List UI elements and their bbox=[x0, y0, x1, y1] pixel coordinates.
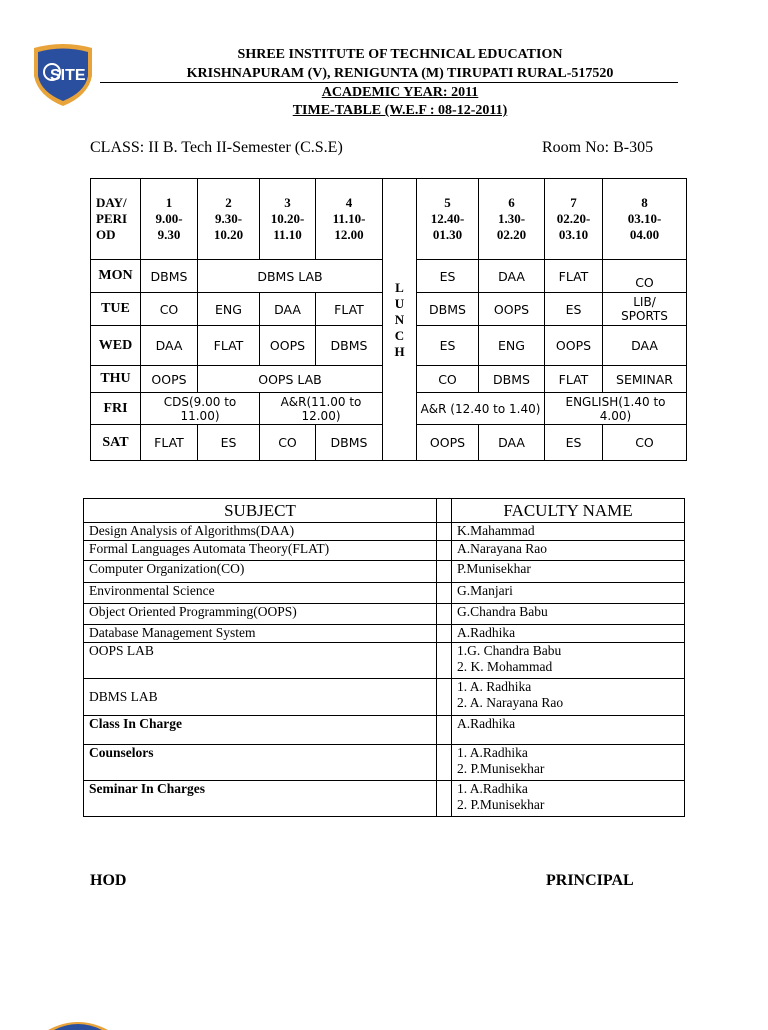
column-gap bbox=[437, 643, 452, 679]
period-cell: SEMINAR bbox=[603, 366, 687, 393]
period-cell: DBMS bbox=[141, 260, 198, 293]
period-cell: ES bbox=[198, 425, 260, 461]
period-cell: DAA bbox=[603, 326, 687, 366]
period-cell: FLAT bbox=[545, 260, 603, 293]
faculty-row bbox=[84, 679, 685, 716]
faculty-header-row bbox=[84, 499, 685, 523]
column-gap bbox=[437, 541, 452, 561]
header-divider bbox=[100, 82, 678, 83]
svg-text:SITE: SITE bbox=[50, 67, 86, 84]
faculty-row bbox=[84, 523, 685, 541]
academic-year: ACADEMIC YEAR: 2011 bbox=[321, 85, 479, 100]
column-gap bbox=[437, 499, 452, 523]
day-cell: THU bbox=[91, 366, 141, 393]
day-cell: FRI bbox=[91, 393, 141, 425]
day-cell: TUE bbox=[91, 293, 141, 326]
faculty-row bbox=[84, 541, 685, 561]
faculty-cell: G.Chandra Babu bbox=[452, 604, 685, 625]
class-label: CLASS: II B. Tech II-Semester (C.S.E) bbox=[90, 139, 343, 156]
period-8-header: 8 03.10- 04.00 bbox=[603, 179, 687, 260]
lab-cell: OOPS LAB bbox=[198, 366, 383, 393]
room-label: Room No: B-305 bbox=[542, 139, 654, 156]
institute-logo bbox=[30, 42, 96, 108]
period-cell: DBMS bbox=[316, 326, 383, 366]
period-cell: DBMS bbox=[316, 425, 383, 461]
period-cell: ES bbox=[545, 293, 603, 326]
faculty-cell: P.Munisekhar bbox=[452, 561, 685, 583]
period-cell: ENG bbox=[198, 293, 260, 326]
column-gap bbox=[437, 679, 452, 716]
faculty-cell: 1. A. Radhika 2. A. Narayana Rao bbox=[452, 679, 685, 716]
faculty-cell: A.Narayana Rao bbox=[452, 541, 685, 561]
column-gap bbox=[437, 781, 452, 817]
period-2-header: 2 9.30- 10.20 bbox=[198, 179, 260, 260]
faculty-row bbox=[84, 745, 685, 781]
faculty-row bbox=[84, 561, 685, 583]
day-period-header: DAY/ PERI OD bbox=[91, 179, 141, 260]
faculty-row bbox=[84, 604, 685, 625]
faculty-cell: 1.G. Chandra Babu 2. K. Mohammad bbox=[452, 643, 685, 679]
period-cell: OOPS bbox=[417, 425, 479, 461]
subject-cell: Database Management System bbox=[84, 625, 437, 643]
subject-cell: Design Analysis of Algorithms(DAA) bbox=[84, 523, 437, 541]
lab-cell: DBMS LAB bbox=[198, 260, 383, 293]
faculty-cell: 1. A.Radhika 2. P.Munisekhar bbox=[452, 781, 685, 817]
period-cell: DAA bbox=[479, 425, 545, 461]
period-5-header: 5 12.40- 01.30 bbox=[417, 179, 479, 260]
period-cell: OOPS bbox=[479, 293, 545, 326]
faculty-row bbox=[84, 583, 685, 604]
subject-cell: Object Oriented Programming(OOPS) bbox=[84, 604, 437, 625]
subject-cell: DBMS LAB bbox=[84, 679, 437, 716]
period-3-header: 3 10.20- 11.10 bbox=[260, 179, 316, 260]
day-cell: MON bbox=[91, 260, 141, 293]
faculty-row bbox=[84, 643, 685, 679]
column-gap bbox=[437, 583, 452, 604]
period-cell: OOPS bbox=[260, 326, 316, 366]
period-cell: LIB/ SPORTS bbox=[603, 293, 687, 326]
period-7-header: 7 02.20- 03.10 bbox=[545, 179, 603, 260]
timetable-title: TIME-TABLE (W.E.F : 08-12-2011) bbox=[292, 103, 508, 118]
faculty-cell: 1. A.Radhika 2. P.Munisekhar bbox=[452, 745, 685, 781]
period-cell: A&R(11.00 to 12.00) bbox=[260, 393, 383, 425]
period-4-header: 4 11.10- 12.00 bbox=[316, 179, 383, 260]
period-1-header: 1 9.00- 9.30 bbox=[141, 179, 198, 260]
period-cell: FLAT bbox=[545, 366, 603, 393]
faculty-table bbox=[83, 498, 685, 817]
period-cell: CO bbox=[603, 425, 687, 461]
period-header-row bbox=[91, 179, 687, 260]
lunch-column: L U N C H bbox=[383, 179, 417, 461]
faculty-row bbox=[84, 716, 685, 745]
period-cell: OOPS bbox=[141, 366, 198, 393]
period-cell: DAA bbox=[141, 326, 198, 366]
period-cell: DBMS bbox=[417, 293, 479, 326]
principal-signature: PRINCIPAL bbox=[546, 872, 634, 889]
faculty-cell: G.Manjari bbox=[452, 583, 685, 604]
period-cell: A&R (12.40 to 1.40) bbox=[417, 393, 545, 425]
period-cell: ENG bbox=[479, 326, 545, 366]
faculty-cell: A.Radhika bbox=[452, 716, 685, 745]
period-cell: ES bbox=[417, 260, 479, 293]
faculty-header: FACULTY NAME bbox=[452, 499, 685, 523]
subject-cell: Formal Languages Automata Theory(FLAT) bbox=[84, 541, 437, 561]
column-gap bbox=[437, 604, 452, 625]
faculty-cell: K.Mahammad bbox=[452, 523, 685, 541]
next-page-logo-edge bbox=[48, 1018, 108, 1030]
column-gap bbox=[437, 745, 452, 781]
faculty-row bbox=[84, 781, 685, 817]
column-gap bbox=[437, 716, 452, 745]
column-gap bbox=[437, 625, 452, 643]
hod-signature: HOD bbox=[90, 872, 127, 889]
period-cell: FLAT bbox=[198, 326, 260, 366]
column-gap bbox=[437, 561, 452, 583]
period-cell: CDS(9.00 to 11.00) bbox=[141, 393, 260, 425]
subject-cell: Counselors bbox=[84, 745, 437, 781]
subject-cell: Environmental Science bbox=[84, 583, 437, 604]
period-cell: FLAT bbox=[316, 293, 383, 326]
period-cell: DAA bbox=[479, 260, 545, 293]
period-cell: OOPS bbox=[545, 326, 603, 366]
period-cell: CO bbox=[141, 293, 198, 326]
period-cell: ES bbox=[417, 326, 479, 366]
subject-header: SUBJECT bbox=[84, 499, 437, 523]
timetable-grid bbox=[90, 178, 687, 461]
period-cell: ENGLISH(1.40 to 4.00) bbox=[545, 393, 687, 425]
institute-name: SHREE INSTITUTE OF TECHNICAL EDUCATION bbox=[237, 47, 563, 62]
day-cell: SAT bbox=[91, 425, 141, 461]
period-cell: ES bbox=[545, 425, 603, 461]
period-6-header: 6 1.30- 02.20 bbox=[479, 179, 545, 260]
column-gap bbox=[437, 523, 452, 541]
period-cell: FLAT bbox=[141, 425, 198, 461]
day-cell: WED bbox=[91, 326, 141, 366]
subject-cell: Computer Organization(CO) bbox=[84, 561, 437, 583]
faculty-cell: A.Radhika bbox=[452, 625, 685, 643]
institute-address: KRISHNAPURAM (V), RENIGUNTA (M) TIRUPATI RURAL-517520 bbox=[186, 66, 614, 81]
period-cell: DAA bbox=[260, 293, 316, 326]
period-cell: CO bbox=[603, 260, 687, 293]
period-cell: CO bbox=[417, 366, 479, 393]
subject-cell: Seminar In Charges bbox=[84, 781, 437, 817]
period-cell: CO bbox=[260, 425, 316, 461]
period-cell: DBMS bbox=[479, 366, 545, 393]
subject-cell: OOPS LAB bbox=[84, 643, 437, 679]
faculty-row bbox=[84, 625, 685, 643]
subject-cell: Class In Charge bbox=[84, 716, 437, 745]
